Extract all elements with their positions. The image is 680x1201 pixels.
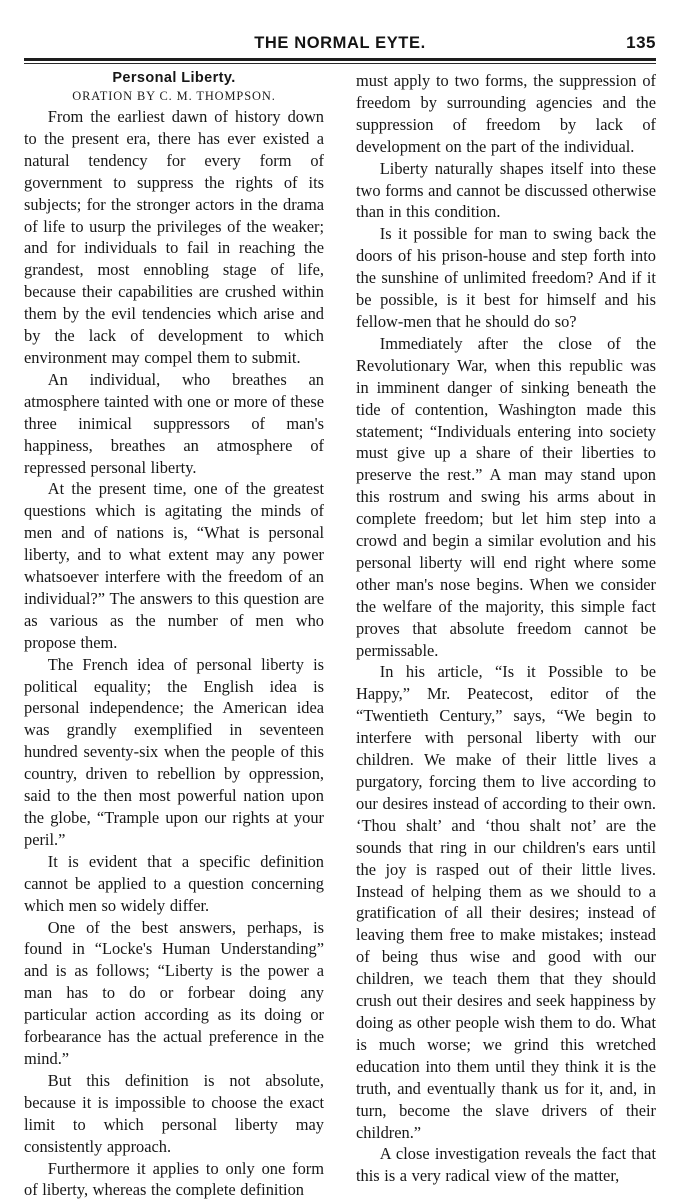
paragraph: Furthermore it applies to only one form of liberty, whereas the complete definition	[24, 1158, 324, 1201]
paragraph: Liberty naturally shapes itself into these two forms and cannot be discussed otherwise than in this condition.	[356, 158, 656, 224]
paragraph-continued: must apply to two forms, the suppression of freedom by surrounding agencies and the suppression of freedom by lack of development on the part of the individual.	[356, 70, 656, 158]
article-byline: ORATION BY C. M. THOMPSON.	[24, 89, 324, 104]
column-right	[356, 70, 656, 972]
paragraph: Immediately after the close of the Revolutionary War, when this republic was in imminent danger of sinking beneath the tide of contention, Washington made this statement; “Individuals entering into society must give up a share of their liberties to preserve the rest.” A man may stand upon this rostrum and swing his arms about in complete freedom; but let him step into a crowd and begin a similar evolution and his personal liberty will end right where some other man's nose begins. When we consider the welfare of the majority, this simple fact proves that absolute freedom cannot be permissable.	[356, 333, 656, 662]
body-columns	[24, 70, 656, 972]
paragraph: It is evident that a specific definition cannot be applied to a question concerning which men so widely differ.	[24, 851, 324, 917]
paragraph: But this definition is not absolute, because it is impossible to choose the exact limit to which personal liberty may consistently approach.	[24, 1070, 324, 1158]
column-left	[24, 70, 324, 972]
paragraph: An individual, who breathes an atmosphere tainted with one or more of these three inimical suppressors of man's happiness, breathes an atmosphere of repressed personal liberty.	[24, 369, 324, 479]
paragraph: From the earliest dawn of history down to the present era, there has ever existed a natural tendency for every form of government to suppress the rights of its subjects; for the stronger actors in the drama of life to usurp the privileges of the weaker; and for individuals to fail in reaching the grandest, most ennobling stage of life, because their capabilities are crushed within them by the evil tendencies which arise and by the lack of development to which environment may compel them to submit.	[24, 106, 324, 369]
paragraph: One of the best answers, perhaps, is found in “Locke's Human Understanding” and is as follows; “Liberty is the power a man has to do or forbear doing any particular action according as its doing or forbearance has the actual preference in the mind.”	[24, 917, 324, 1070]
article-title: Personal Liberty.	[24, 70, 324, 86]
publication-title: THE NORMAL EYTE.	[24, 34, 656, 53]
paragraph: A close investigation reveals the fact that this is a very radical view of the matter,	[356, 1143, 656, 1187]
header-double-rule	[24, 58, 656, 64]
running-head	[24, 34, 656, 58]
paragraph: At the present time, one of the greatest questions which is agitating the minds of men and of nations is, “What is personal liberty, and to what extent may any power whatsoever interfere with the freedom of an individual?” The answers to this question are as various as the number of men who propose them.	[24, 478, 324, 653]
page-number: 135	[626, 33, 656, 53]
paragraph: Is it possible for man to swing back the doors of his prison-house and step forth into the sunshine of unlimited freedom? And if it be possible, is it best for himself and his fellow-men that he should do so?	[356, 223, 656, 333]
rule-thin	[24, 63, 656, 64]
paragraph: The French idea of personal liberty is political equality; the English idea is personal independence; the American idea was grandly exemplified in seventeen hundred seventy-six when the people of this country, driven to rebellion by oppression, said to the then most powerful nation upon the globe, “Trample upon our rights at your peril.”	[24, 654, 324, 851]
paragraph: In his article, “Is it Possible to be Happy,” Mr. Peatecost, editor of the “Twentieth Century,” says, “We begin to interfere with personal liberty with our children. We make of their little lives a purgatory, forcing them to live according to our desires instead of according to their own. ‘Thou shalt’ and ‘thou shalt not’ are the sounds that ring in our children's ears until the joy is rasped out of their little lives. Instead of helping them as we should to a gratification of all their desires; instead of leaving them free to make mistakes; instead of being thus wise and good with our children, we teach them that they should crush out their desires and seek happiness by doing as other people wish them to do. What is much worse; we grind this wretched education into them until they think it is the truth, and eventually thank us for it, and, in turn, become the slave drivers of their children.”	[356, 661, 656, 1143]
